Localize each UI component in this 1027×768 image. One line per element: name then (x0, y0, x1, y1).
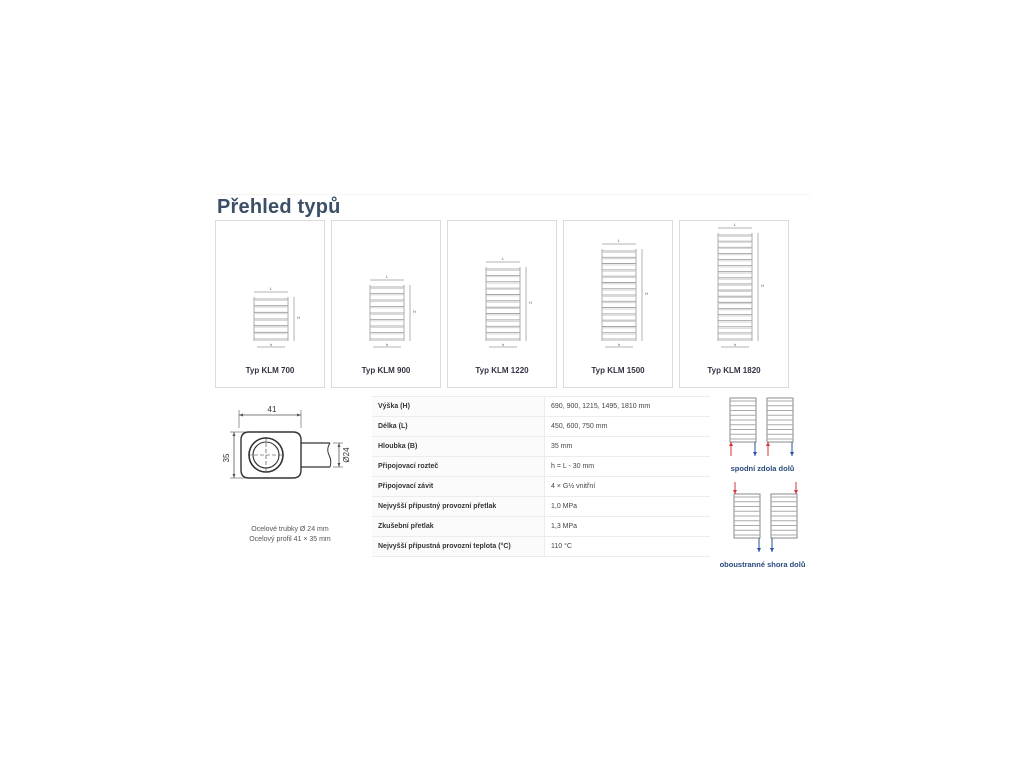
spec-value: 1,0 MPa (545, 497, 711, 517)
width-letter: L (501, 256, 505, 261)
table-row (372, 537, 710, 557)
type-label: Typ KLM 1820 (707, 366, 761, 375)
height-letter: H (645, 291, 648, 296)
table-row (372, 497, 710, 517)
radiator-drawing-klm-1220 (448, 221, 558, 361)
spec-value: 35 mm (545, 437, 711, 457)
radiator-drawing-klm-1820 (680, 221, 790, 361)
width-dimension-label: 41 (267, 405, 277, 414)
width-letter: L (385, 274, 389, 279)
table-row (372, 397, 710, 417)
profile-caption-line-1: Ocelové trubky Ø 24 mm (251, 526, 329, 533)
table-row (372, 457, 710, 477)
height-dimension-label: 35 (222, 453, 231, 463)
connection-diagram-both-sides (710, 478, 815, 558)
spec-label: Nejvyšší přípustná provozní teplota (°C) (372, 537, 545, 557)
diameter-dimension-label: Ø24 (342, 447, 351, 463)
top-divider (215, 194, 810, 195)
profile-section (215, 398, 365, 558)
table-row (372, 517, 710, 537)
width-letter: L (733, 222, 737, 227)
page-title: Přehled typů (217, 196, 341, 218)
spec-label: Připojovací rozteč (372, 457, 545, 477)
height-letter: H (413, 309, 416, 314)
table-row (372, 417, 710, 437)
radiator-drawing-klm-700 (216, 221, 326, 361)
spec-label: Připojovací závit (372, 477, 545, 497)
type-label: Typ KLM 1500 (591, 366, 645, 375)
spec-label: Hloubka (B) (372, 437, 545, 457)
table-row (372, 477, 710, 497)
height-letter: H (761, 283, 764, 288)
type-card-klm-1500 (563, 220, 673, 388)
profile-cross-section-diagram (215, 398, 365, 518)
type-label: Typ KLM 1220 (475, 366, 529, 375)
width-letter: L (269, 286, 273, 291)
spec-value: 690, 900, 1215, 1495, 1810 mm (545, 397, 711, 417)
type-label: Typ KLM 700 (245, 366, 295, 375)
width-letter: L (617, 238, 621, 243)
spacing-letter: h (385, 342, 389, 347)
spec-value: 1,3 MPa (545, 517, 711, 537)
type-card-klm-700 (215, 220, 325, 388)
type-card-klm-1220 (447, 220, 557, 388)
spacing-letter: h (733, 342, 737, 347)
connection-bottom-bottom (710, 394, 815, 474)
spec-value: 450, 600, 750 mm (545, 417, 711, 437)
height-letter: H (297, 315, 300, 320)
spacing-letter: h (269, 342, 273, 347)
specification-table (372, 396, 710, 557)
table-row (372, 437, 710, 457)
connection-diagram-bottom (710, 394, 815, 460)
connection-both-sides (710, 478, 815, 574)
connection-label: oboustranné shora dolů (719, 560, 806, 569)
profile-caption-line-2: Ocelový profil 41 × 35 mm (249, 536, 331, 543)
type-card-klm-900 (331, 220, 441, 388)
spec-value: h = L - 30 mm (545, 457, 711, 477)
spacing-letter: h (617, 342, 621, 347)
connection-label: spodní zdola dolů (730, 464, 795, 473)
spec-value: 110 °C (545, 537, 711, 557)
spec-label: Výška (H) (372, 397, 545, 417)
spec-value: 4 × G½ vnitřní (545, 477, 711, 497)
spec-label: Zkušební přetlak (372, 517, 545, 537)
spec-label: Nejvyšší přípustný provozní přetlak (372, 497, 545, 517)
radiator-drawing-klm-900 (332, 221, 442, 361)
height-letter: H (529, 300, 532, 305)
radiator-drawing-klm-1500 (564, 221, 674, 361)
spacing-letter: h (501, 342, 505, 347)
type-label: Typ KLM 900 (361, 366, 411, 375)
spec-label: Délka (L) (372, 417, 545, 437)
type-card-klm-1820 (679, 220, 789, 388)
